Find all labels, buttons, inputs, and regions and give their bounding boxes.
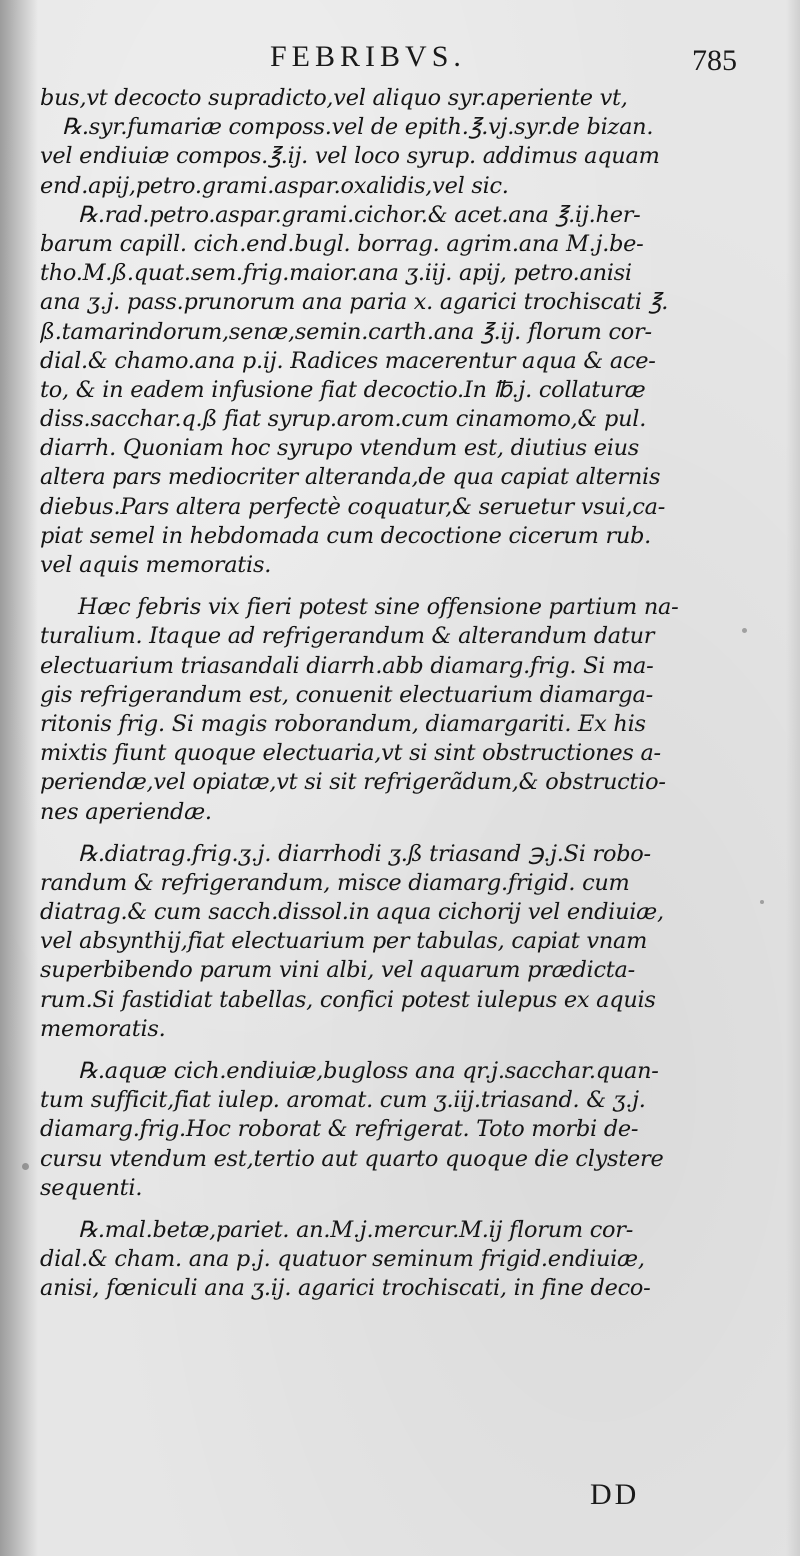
body-text [40,84,765,1304]
text-line: periendæ,vel opiatæ,vt si sit refrigerãdum,& obstructio- [40,769,666,796]
paragraph [40,1057,765,1203]
text-line: anisi, fœniculi ana ʒ.ij. agarici trochiscati, in fine deco- [40,1275,651,1302]
text-line: diebus.Pars altera perfectè coquatur,& seruetur vsui,ca- [40,493,666,520]
text-line: ana ʒ.j. pass.prunorum ana paria x. agarici trochiscati ℥. [40,289,669,316]
text-line: diarrh. Quoniam hoc syrupo vtendum est, diutius eius [40,435,640,462]
text-line: randum & refrigerandum, misce diamarg.frigid. cum [40,869,630,896]
ink-speck [22,1163,29,1170]
text-line: ℞.mal.betæ,pariet. an.M.j.mercur.M.ij florum cor- [78,1216,634,1243]
text-line: ℞.rad.petro.aspar.grami.cichor.& acet.ana ℥.ij.her- [78,201,641,228]
ink-speck [742,628,747,633]
text-line: ritonis frig. Si magis roborandum, diamargariti. Ex his [40,710,646,737]
text-line: bus,vt decocto supradicto,vel aliquo syr.aperiente vt, [40,85,628,111]
text-line: nes aperiendæ. [40,798,212,825]
text-line: end.apij,petro.grami.aspar.oxalidis,vel sic. [40,172,509,199]
page-number: 785 [692,44,737,77]
signature-mark: DD [590,1478,640,1511]
running-head: FEBRIBVS. [270,40,466,73]
text-line: diamarg.frig.Hoc roborat & refrigerat. Toto morbi de- [40,1116,639,1143]
paragraph [40,201,765,580]
text-line: ℞.syr.fumariæ composs.vel de epith.℥.vj.syr.de bizan. [62,114,654,141]
text-line: vel endiuiæ compos.℥.ij. vel loco syrup. addimus aquam [40,143,660,170]
text-line: ℞.aquæ cich.endiuiæ,bugloss ana qr.j.sacchar.quan- [78,1058,659,1084]
text-line: superbibendo parum vini albi, vel aquarum prædicta- [40,957,635,984]
text-line: cursu vtendum est,tertio aut quarto quoque die clystere [40,1145,664,1172]
text-line: dial.& chamo.ana p.ij. Radices macerentur aqua & ace- [40,347,656,374]
text-line: vel absynthij,fiat electuarium per tabulas, capiat vnam [40,928,648,955]
text-line: turalium. Itaque ad refrigerandum & alterandum datur [40,623,655,650]
text-line: tho.M.ß.quat.sem.frig.maior.ana ʒ.iij. apij, petro.anisi [40,260,632,287]
text-line: sequenti. [40,1174,143,1201]
text-line: memoratis. [40,1015,166,1042]
paragraph [40,840,765,1044]
text-line: Hæc febris vix fieri potest sine offensione partium na- [78,594,679,621]
text-line: altera pars mediocriter alteranda,de qua capiat alternis [40,464,661,491]
text-line: diatrag.& cum sacch.dissol.in aqua cichorij vel endiuiæ, [40,899,664,926]
text-line: gis refrigerandum est, conuenit electuarium diamarga- [40,681,653,708]
text-line: mixtis fiunt quoque electuaria,vt si sint obstructiones a- [40,740,661,767]
gutter-shadow [0,0,38,1556]
ink-speck [760,900,764,904]
text-line: vel aquis memoratis. [40,552,272,578]
paragraph [40,84,765,201]
text-line: rum.Si fastidiat tabellas, confici potest iulepus ex aquis [40,986,656,1013]
text-line: barum capill. cich.end.bugl. borrag. agrim.ana M.j.be- [40,230,644,257]
text-line: ß.tamarindorum,senæ,semin.carth.ana ℥.ij. florum cor- [40,318,652,345]
paragraph [40,593,765,827]
text-line: diss.sacchar.q.ß fiat syrup.arom.cum cinamomo,& pul. [40,406,647,433]
text-line: ℞.diatrag.frig.ʒ.j. diarrhodi ʒ.ß triasand ℈.j.Si robo- [78,840,651,867]
paragraph [40,1216,765,1304]
text-line: electuarium triasandali diarrh.abb diamarg.frig. Si ma- [40,652,654,679]
text-line: dial.& cham. ana p.j. quatuor seminum frigid.endiuiæ, [40,1246,645,1273]
page-edge [786,0,800,1556]
text-line: tum sufficit,fiat iulep. aromat. cum ʒ.iij.triasand. & ʒ.j. [40,1087,646,1114]
text-line: piat semel in hebdomada cum decoctione cicerum rub. [40,522,652,549]
text-line: to, & in eadem infusione fiat decoctio.In ℔.j. collaturæ [40,376,646,403]
